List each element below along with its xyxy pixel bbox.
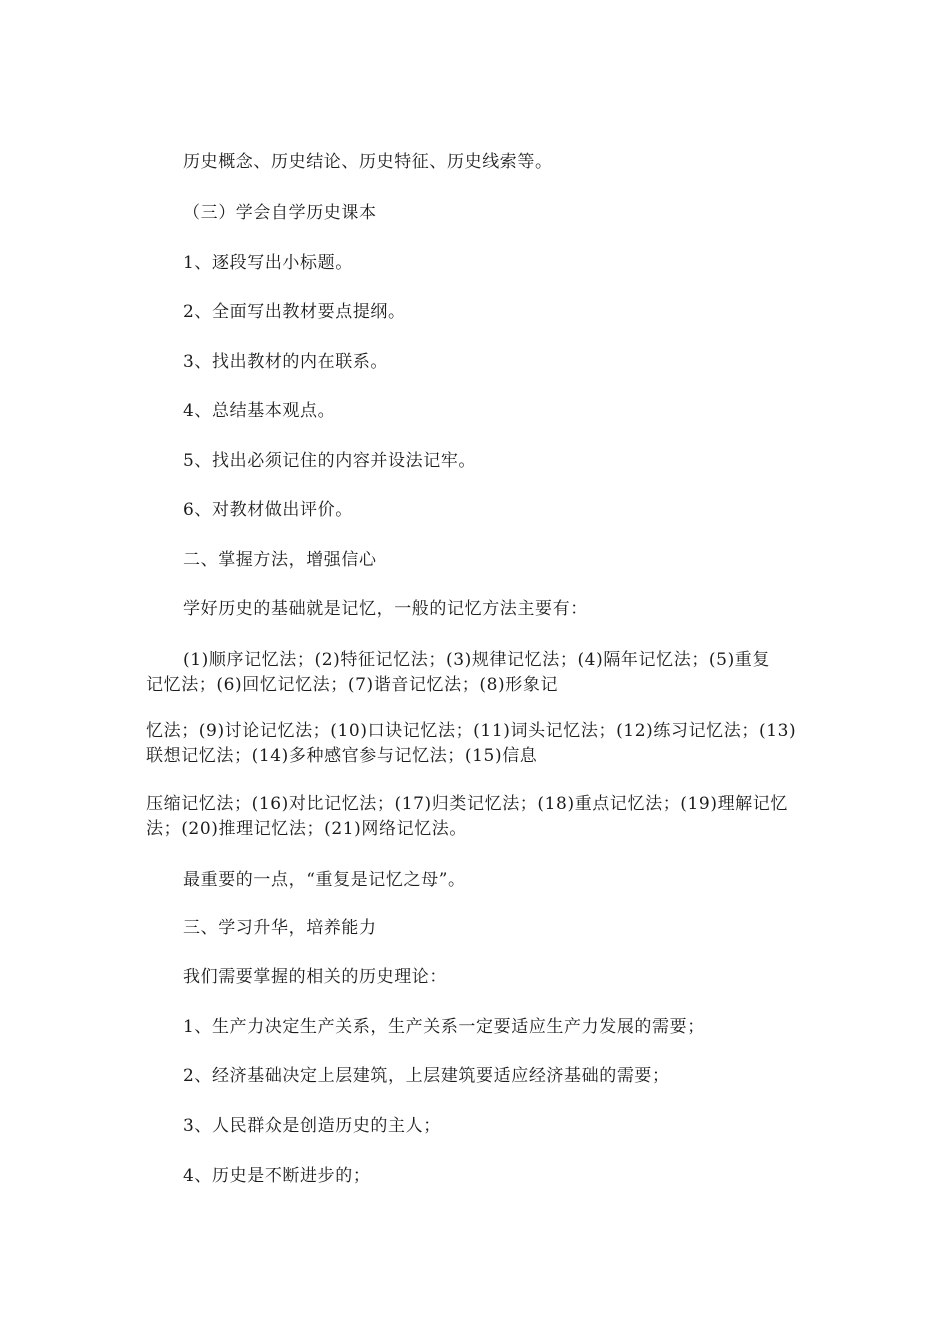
text-line-history-concepts: 历史概念、历史结论、历史特征、历史线索等。 (183, 152, 553, 172)
list-item-2: 2、全面写出教材要点提纲。 (183, 302, 406, 322)
theory-item-2: 2、经济基础决定上层建筑，上层建筑要适应经济基础的需要； (183, 1066, 670, 1086)
text-line-repetition: 最重要的一点，“重复是记忆之母”。 (183, 870, 466, 890)
section-heading-self-study: （三）学会自学历史课本 (183, 203, 377, 223)
list-item-1: 1、逐段写出小标题。 (183, 253, 353, 273)
methods-paragraph-3-row-2: 法；(20)推理记忆法；(21)网络记忆法。 (146, 819, 467, 839)
list-item-4: 4、总结基本观点。 (183, 401, 336, 421)
list-item-5: 5、找出必须记住的内容并设法记牢。 (183, 451, 477, 471)
methods-paragraph-1-row-2: 记忆法；(6)回忆记忆法；(7)谐音记忆法；(8)形象记 (146, 675, 559, 695)
list-item-3: 3、找出教材的内在联系。 (183, 352, 389, 372)
methods-paragraph-3 (146, 792, 808, 842)
text-line-theory-intro: 我们需要掌握的相关的历史理论： (183, 967, 447, 987)
text-line-memory-intro: 学好历史的基础就是记忆，一般的记忆方法主要有： (183, 599, 588, 619)
methods-paragraph-2 (146, 719, 808, 769)
methods-paragraph-2-row-1: 忆法；(9)讨论记忆法；(10)口诀记忆法；(11)词头记忆法；(12)练习记忆法；(13) (146, 721, 797, 741)
theory-item-1: 1、生产力决定生产关系，生产关系一定要适应生产力发展的需要； (183, 1017, 705, 1037)
methods-paragraph-3-row-1: 压缩记忆法；(16)对比记忆法；(17)归类记忆法；(18)重点记忆法；(19)理解记忆 (146, 794, 788, 814)
section-heading-methods: 二、掌握方法，增强信心 (183, 550, 377, 570)
theory-item-4: 4、历史是不断进步的； (183, 1166, 371, 1186)
list-item-6: 6、对教材做出评价。 (183, 500, 353, 520)
methods-paragraph-2-row-2: 联想记忆法；(14)多种感官参与记忆法；(15)信息 (146, 746, 538, 766)
theory-item-3: 3、人民群众是创造历史的主人； (183, 1116, 441, 1136)
methods-paragraph-1-row-1: (1)顺序记忆法；(2)特征记忆法；(3)规律记忆法；(4)隔年记忆法；(5)重复 (183, 650, 771, 670)
section-heading-abilities: 三、学习升华，培养能力 (183, 918, 377, 938)
methods-paragraph-1 (146, 648, 808, 698)
